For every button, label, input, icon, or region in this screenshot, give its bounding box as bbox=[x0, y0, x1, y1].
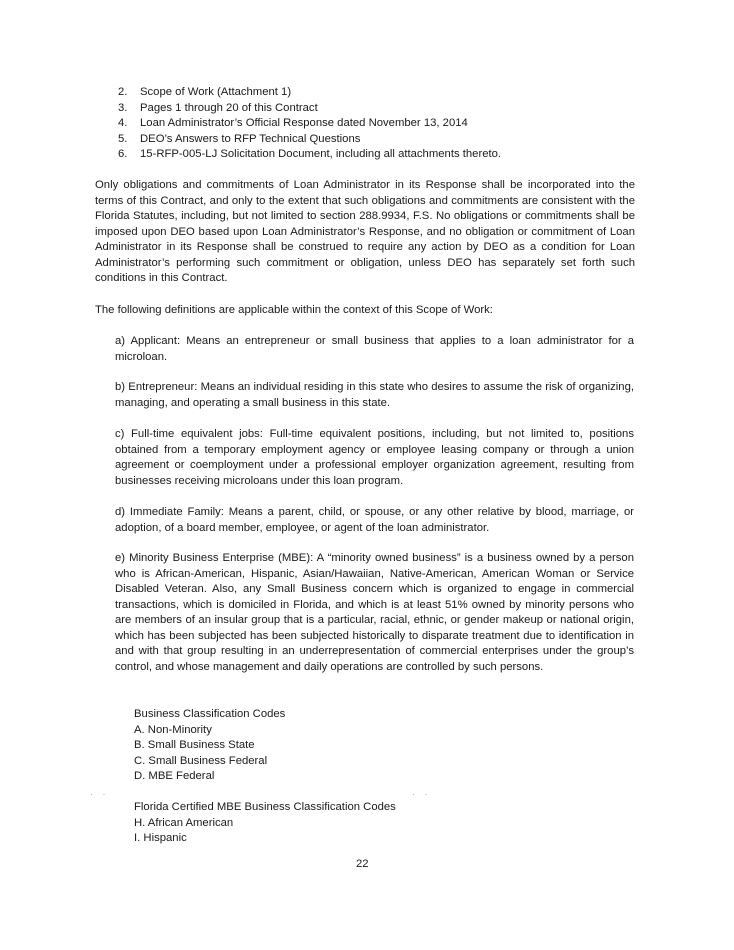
codes-heading: Business Classification Codes bbox=[134, 708, 286, 720]
definition-applicant: a) Applicant: Means an entrepreneur or small business that applies to a loan administrator for a microloan. bbox=[115, 335, 634, 363]
list-item: H. African American bbox=[134, 816, 234, 829]
definitions-lead: The following definitions are applicable within the context of this Scope of Work: bbox=[95, 304, 493, 316]
definition-mbe: e) Minority Business Enterprise (MBE): A “minority owned business” is a business owned by a person who is African-American, Hispanic, Asian/Hawaiian, Native-American, American Woman or Service Disabled Veteran. Also, any Small Business concern which is organized to engage in commercial transactions, which is domiciled in Florida, and which is at least 51% owned by minority persons who are members of an insular group that is a particular, racial, ethnic, or gender makeup or national origin, which has been subjected has been subjected historically to disparate treatment due to identification in and with that group resulting in an underrepresentation of commercial enterprises under the group’s control, and whose management and daily operations are controlled by such persons. bbox=[115, 552, 634, 673]
page-number: 22 bbox=[356, 858, 369, 870]
scan-artifact: ·· bbox=[412, 790, 438, 799]
list-item: 3. Pages 1 through 20 of this Contract bbox=[118, 101, 318, 114]
list-item: A. Non-Minority bbox=[134, 723, 212, 736]
list-item: D. MBE Federal bbox=[134, 770, 215, 782]
list-item: B. Small Business State bbox=[134, 739, 255, 751]
attachments-list bbox=[118, 85, 501, 163]
mbe-classification-codes bbox=[134, 800, 396, 847]
intro-paragraph: Only obligations and commitments of Loan Administrator in its Response shall be incorporated into the terms of this Contract, and only to the extent that such obligations and commitments are consistent with the Florida Statutes, including, but not limited to section 288.9934, F.S. No obligations or commitments shall be imposed upon DEO based upon Loan Administrator’s Response, and no obligation or commitment of Loan Administrator in its Response shall be construed to require any action by DEO as a condition for Loan Administrator’s performing such commitment or obligation, unless DEO has separately set forth such conditions in this Contract. bbox=[95, 179, 635, 284]
definition-full-time-jobs: c) Full-time equivalent jobs: Full-time equivalent positions, including, but not limited to, positions obtained from a temporary employment agency or employee leasing company or through a union agreement or coemployment under a professional employer organization agreement, resulting from businesses receiving microloans under this loan program. bbox=[115, 428, 634, 487]
list-item: 2. Scope of Work (Attachment 1) bbox=[118, 86, 292, 98]
list-item: I. Hispanic bbox=[134, 832, 187, 844]
list-item: 6. 15-RFP-005-LJ Solicitation Document, including all attachments thereto. bbox=[118, 148, 502, 160]
business-classification-codes bbox=[134, 707, 285, 785]
scan-artifact: ·· bbox=[90, 790, 116, 799]
definition-entrepreneur: b) Entrepreneur: Means an individual residing in this state who desires to assume the risk of organizing, managing, and operating a small business in this state. bbox=[115, 381, 634, 409]
list-item: 4. Loan Administrator’s Official Response dated November 13, 2014 bbox=[118, 117, 468, 129]
codes-heading: Florida Certified MBE Business Classification Codes bbox=[134, 801, 396, 813]
list-item: C. Small Business Federal bbox=[134, 754, 268, 767]
list-item: 5. DEO’s Answers to RFP Technical Questions bbox=[118, 132, 361, 145]
definition-immediate-family: d) Immediate Family: Means a parent, child, or spouse, or any other relative by blood, marriage, or adoption, of a board member, employee, or agent of the loan administrator. bbox=[115, 506, 634, 534]
